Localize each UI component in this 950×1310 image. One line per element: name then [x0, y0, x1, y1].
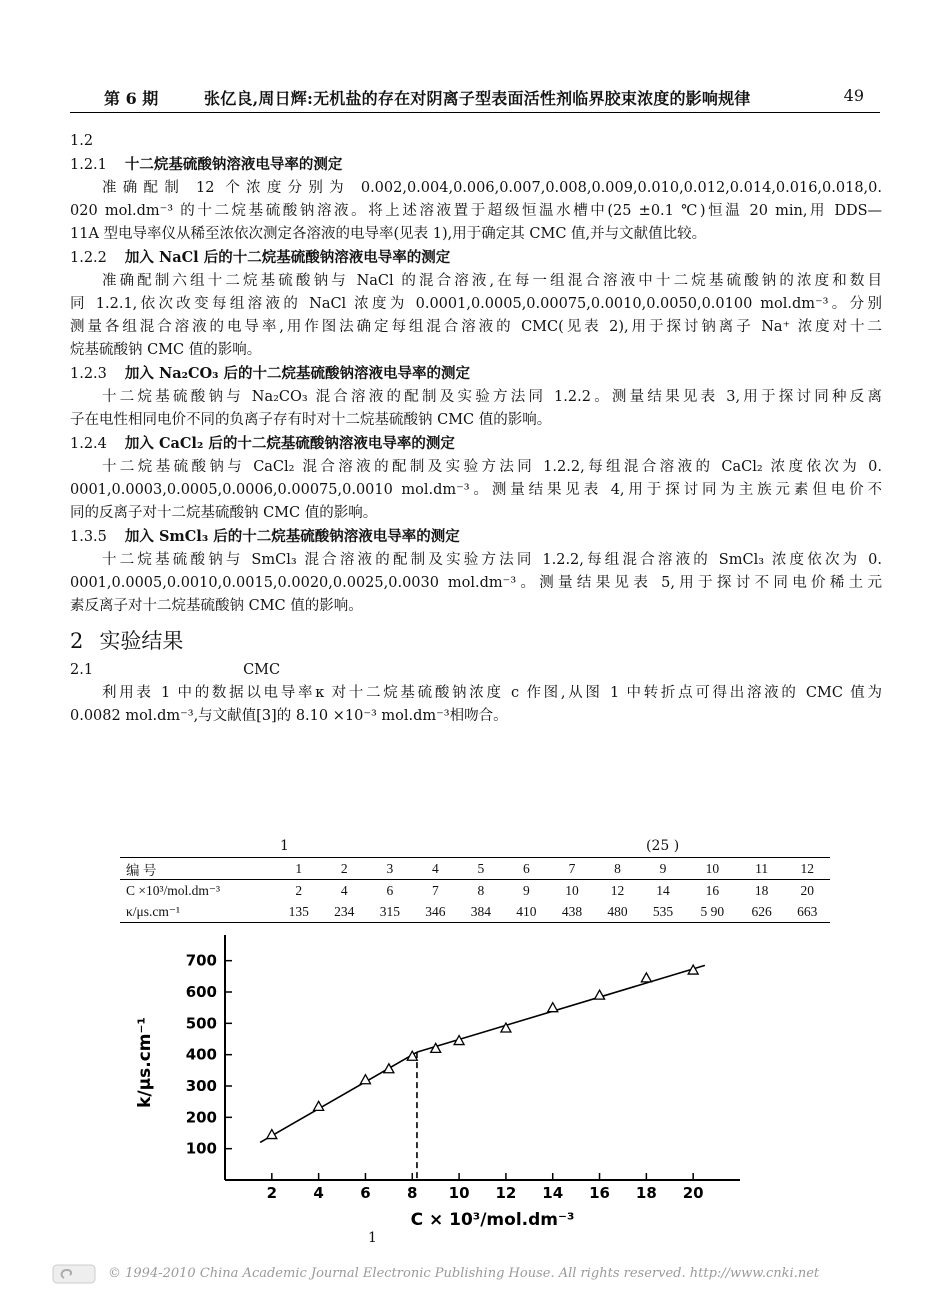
paragraph-line: 同 1.2.1,依次改变每组溶液的 NaCl 浓度为 0.0001,0.0005,0.00075,0.0010,0.0050,0.0100 mol.dm⁻³。分别	[70, 296, 882, 312]
table-cell: 10	[565, 882, 579, 898]
y-tick-label: 500	[185, 1014, 217, 1033]
x-tick-label: 10	[448, 1184, 470, 1202]
x-tick-label: 2	[266, 1184, 278, 1202]
table-cell: 535	[640, 901, 686, 923]
x-tick-label: 16	[589, 1184, 610, 1202]
table-cell: 12	[784, 858, 830, 880]
row-label-concentration: C ×10³/mol.dm⁻³	[126, 882, 221, 898]
table-cell: 6	[504, 858, 550, 880]
x-tick-label: 12	[495, 1184, 517, 1202]
table-cell: 663	[784, 901, 830, 923]
section-1-2-2-heading: 1.2.2 加入 NaCl 后的十二烷基硫酸钠溶液电导率的测定	[70, 249, 451, 266]
paragraph-line: 0001,0.0005,0.0010,0.0015,0.0020,0.0025,0.0030 mol.dm⁻³。测量结果见表 5,用于探讨不同电价稀土元	[70, 575, 882, 591]
table-cell: 6	[386, 882, 394, 898]
y-tick-label: 100	[185, 1139, 217, 1158]
paragraph-line: 020 mol.dm⁻³ 的十二烷基硫酸钠溶液。将上述溶液置于超级恒温水槽中(25 ±0.1 ℃)恒温 20 min,用 DDS—	[70, 203, 882, 219]
article-body	[70, 130, 882, 728]
running-header	[70, 86, 880, 113]
paragraph-line: 准确配制 12 个浓度分别为 0.002,0.004,0.006,0.007,0.008,0.009,0.010,0.012,0.014,0.016,0.018,0.	[102, 180, 882, 196]
y-tick-label: 400	[185, 1045, 217, 1064]
table-cell: 5	[458, 858, 504, 880]
table-cell: 234	[322, 901, 368, 923]
paragraph-line: 0001,0.0003,0.0005,0.0006,0.00075,0.0010 mol.dm⁻³。测量结果见表 4,用于探讨同为主族元素但电价不	[70, 482, 882, 498]
table-cell: 12	[610, 882, 625, 898]
paragraph-line: 十二烷基硫酸钠与 SmCl₃ 混合溶液的配制及实验方法同 1.2.2,每组混合溶液的 SmCl₃ 浓度依次为 0.	[102, 552, 882, 568]
x-tick-label: 20	[682, 1184, 704, 1202]
table-cell: 438	[549, 901, 595, 923]
section-1-2: 1.2	[70, 133, 94, 149]
x-tick-label: 6	[360, 1184, 371, 1202]
x-tick-label: 4	[313, 1184, 324, 1202]
table-cell: 4	[340, 882, 348, 898]
table-cell: 3	[367, 858, 413, 880]
table-header-label: 编 号	[120, 858, 276, 880]
table-cell: 18	[754, 882, 769, 898]
section-1-2-3-heading: 1.2.3 加入 Na₂CO₃ 后的十二烷基硫酸钠溶液电导率的测定	[70, 365, 471, 382]
x-tick-label: 8	[407, 1184, 418, 1202]
data-table	[120, 857, 830, 923]
issue-number: 第 6 期	[104, 89, 159, 108]
section-1-2-1-heading: 1.2.1 十二烷基硫酸钠溶液电导率的测定	[70, 156, 343, 173]
conductivity-chart	[100, 925, 760, 1230]
paragraph-line: 素反离子对十二烷基硫酸钠 CMC 值的影响。	[70, 598, 363, 614]
data-point	[641, 973, 651, 982]
paragraph-line: 子在电性相同电价不同的负离子存有时对十二烷基硫酸钠 CMC 值的影响。	[70, 412, 552, 428]
table-cell: 1	[276, 858, 322, 880]
table-cell: 9	[640, 858, 686, 880]
table-cell: 2	[295, 882, 303, 898]
copyright-notice: © 1994-2010 China Academic Journal Electronic Publishing House. All rights reserved. http://www.cnki.net	[108, 1266, 820, 1281]
table-cell: 8	[477, 882, 485, 898]
table-cell: 626	[739, 901, 785, 923]
paragraph-line: 同的反离子对十二烷基硫酸钠 CMC 值的影响。	[70, 505, 378, 521]
table-header-row	[120, 858, 830, 880]
paragraph-line: 测量各组混合溶液的电导率,用作图法确定每组混合溶液的 CMC(见表 2),用于探讨钠离子 Na⁺ 浓度对十二	[70, 319, 882, 335]
table-cell: 9	[523, 882, 530, 898]
table-cell: 410	[504, 901, 550, 923]
paragraph-line: 十二烷基硫酸钠与 Na₂CO₃ 混合溶液的配制及实验方法同 1.2.2。测量结果见表 3,用于探讨同种反离	[102, 389, 882, 405]
footer	[52, 1262, 902, 1286]
table-cell: 346	[413, 901, 459, 923]
table-cell: 7	[549, 858, 595, 880]
table-cell: 10	[686, 858, 739, 880]
table-cell: 135	[276, 901, 322, 923]
table-cell: 14	[656, 882, 670, 898]
paragraph-line: 准确配制六组十二烷基硫酸钠与 NaCl 的混合溶液,在每一组混合溶液中十二烷基硫酸钠的浓度和数目	[102, 273, 882, 289]
x-tick-label: 14	[542, 1184, 564, 1202]
paragraph-line: 利用表 1 中的数据以电导率κ 对十二烷基硫酸钠浓度 c 作图,从图 1 中转折点可得出溶液的 CMC 值为	[102, 685, 882, 701]
table-cell: 5 90	[686, 901, 739, 923]
table-cell: 20	[800, 882, 814, 898]
section-1-2-4-heading: 1.2.4 加入 CaCl₂ 后的十二烷基硫酸钠溶液电导率的测定	[70, 435, 455, 452]
table-cell: 480	[595, 901, 641, 923]
table-cell: 315	[367, 901, 413, 923]
x-tick-label: 18	[635, 1184, 657, 1202]
table-row	[120, 880, 830, 902]
table-caption-number: 1	[280, 838, 289, 854]
table-cell: 2	[322, 858, 368, 880]
y-tick-label: 600	[185, 983, 217, 1001]
y-axis-label: k/μs.cm⁻¹	[135, 1017, 155, 1108]
table-caption-temperature: (25 )	[646, 838, 680, 854]
table-cell: 4	[413, 858, 459, 880]
fit-line	[260, 1052, 417, 1142]
publisher-logo-icon	[52, 1264, 96, 1284]
table-cell: 7	[431, 882, 439, 898]
section-1-3-5-heading: 1.3.5 加入 SmCl₃ 后的十二烷基硫酸钠溶液电导率的测定	[70, 528, 460, 545]
y-tick-label: 200	[185, 1108, 217, 1127]
paragraph-line: 十二烷基硫酸钠与 CaCl₂ 混合溶液的配制及实验方法同 1.2.2,每组混合溶液的 CaCl₂ 浓度依次为 0.	[102, 459, 882, 475]
table-cell: 11	[739, 858, 785, 880]
table-cell: 16	[705, 882, 720, 898]
section-2-1-heading: 2.1 CMC	[70, 662, 281, 678]
page-number: 49	[843, 86, 864, 105]
table-cell: 8	[595, 858, 641, 880]
row-label-conductivity: κ/μs.cm⁻¹	[120, 901, 276, 923]
y-tick-label: 700	[185, 951, 217, 970]
x-axis-label: C × 10³/mol.dm⁻³	[410, 1210, 575, 1230]
data-point	[548, 1003, 558, 1012]
article-title: 张亿良,周日辉:无机盐的存在对阴离子型表面活性剂临界胶束浓度的影响规律	[204, 89, 751, 108]
paragraph-line: 11A 型电导率仪从稀至浓依次测定各溶液的电导率(见表 1),用于确定其 CMC 值,并与文献值比较。	[70, 226, 707, 242]
data-point	[595, 990, 605, 999]
paragraph-line: 烷基硫酸钠 CMC 值的影响。	[70, 342, 262, 358]
paragraph-line: 0.0082 mol.dm⁻³,与文献值[3]的 8.10 ×10⁻³ mol.dm⁻³相吻合。	[70, 708, 508, 724]
section-2-heading: 2 实验结果	[70, 629, 184, 653]
data-point	[384, 1064, 394, 1073]
table-row	[120, 901, 830, 923]
figure-caption: 1	[368, 1230, 377, 1246]
table-cell: 384	[458, 901, 504, 923]
y-tick-label: 300	[185, 1077, 217, 1095]
